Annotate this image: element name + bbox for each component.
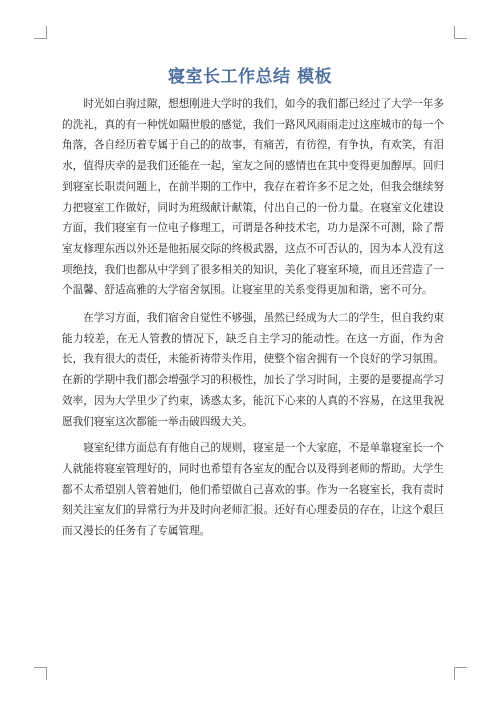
- document-body: [62, 94, 444, 542]
- document-title: 寝室长工作总结 模板: [168, 67, 332, 87]
- crop-mark-top-right: [454, 26, 467, 39]
- paragraph-study: 在学习方面，我们宿舍自觉性不够强，虽然已经成为大二的学生，但自我约束能力较差，在无人管教的情况下，缺乏自主学习的能动性。在这一方面，作为舍长，我有很大的责任，未能祈祷带头作用，使整个宿舍拥有一个良好的学习氛围。在新的学期中我们都会增强学习的积极性，加长了学习时间，主要的是要提高学习效率，因为大学里少了约束，诱惑太多，能沉下心来的人真的不容易，在这里我祝愿我们寝室这次都能一举击破四级大关。: [62, 312, 444, 428]
- crop-mark-bottom-right: [454, 667, 467, 680]
- crop-mark-top-left: [34, 26, 47, 39]
- paragraph-dorm-life: 时光如白驹过隙，想想刚进大学时的我们，如今的我们都已经过了大学一年多的洗礼，真的有一种恍如隔世般的感觉，我们一路风风雨雨走过这座城市的每一个角落，各自经历着专属于自己的的故事，有痛苦，有彷徨，有争执，有欢笑，有泪水，值得庆幸的是我们还能在一起，室友之间的感情也在其中变得更加醇厚。回归到寝室长职责问题上，在前半期的工作中，我存在着许多不足之处，但我会继续努力把寝室工作做好，同时为班级献计献策，付出自己的一份力量。在寝室文化建设方面，我们寝室有一位电子修理工，可谓是各种技术宅，功力是深不可测，除了帮室友修理东西以外还是他拓展交际的终极武器，这点不可否认的，因为本人没有这项绝技，我们也都从中学到了很多相关的知识，美化了寝室环境，而且还营造了一个温馨、舒适高雅的大学宿舍氛围。让寝室里的关系变得更加和谐，密不可分。: [62, 98, 444, 297]
- paragraph-discipline: 寝室纪律方面总有有他自己的规则，寝室是一个大家庭，不是单靠寝室长一个人就能将寝室管理好的，同时也希望有各室友的配合以及得到老师的帮助。大学生都不太希望别人管着她们，他们希望做自己喜欢的事。作为一名寝室长，我有责时刻关注室友们的异常行为并及时向老师汇报。还好有心理委员的存在，让这个艰巨而又漫长的任务有了专属管理。: [62, 442, 444, 538]
- crop-mark-bottom-left: [34, 667, 47, 680]
